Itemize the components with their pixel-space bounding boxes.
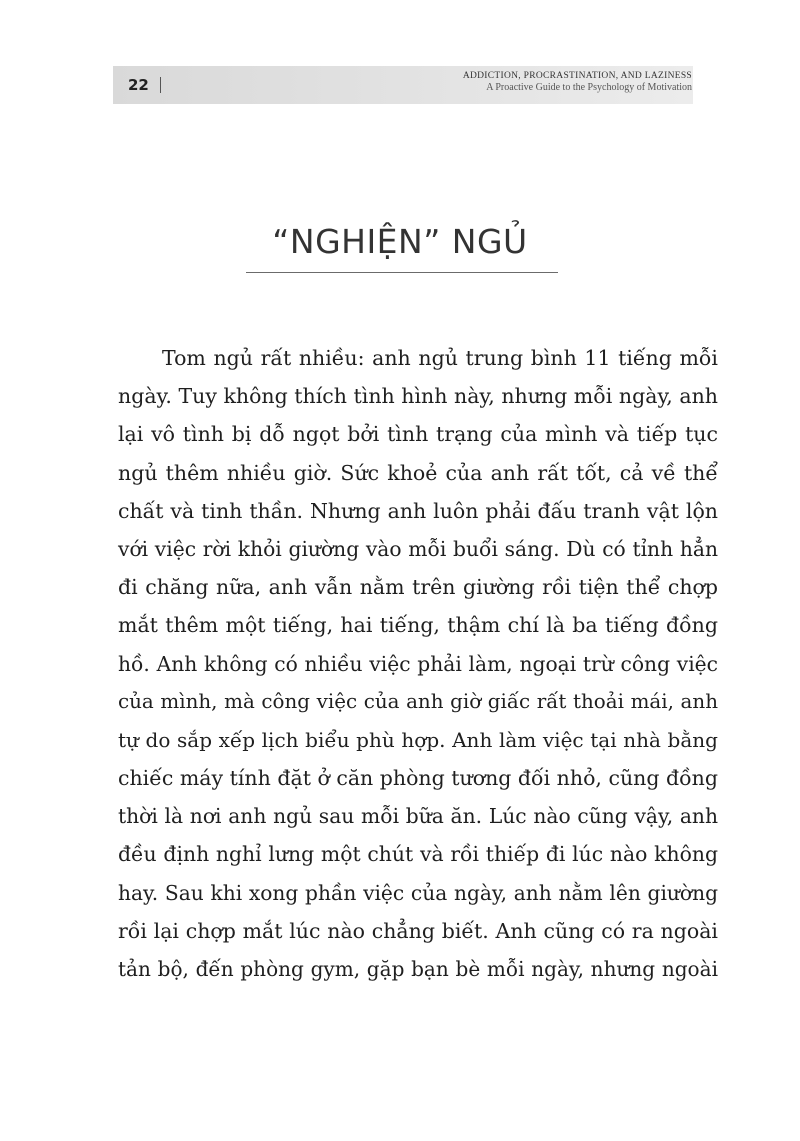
- text-line: của mình, mà công việc của anh giờ giấc rất thoải mái, anh: [118, 689, 718, 713]
- text-line: với việc rời khỏi giường vào mỗi buổi sáng. Dù có tỉnh hẳn: [118, 536, 718, 561]
- chapter-title: “NGHIỆN” NGỦ: [272, 222, 528, 261]
- text-line: hay. Sau khi xong phần việc của ngày, anh nằm lên giường: [118, 880, 718, 905]
- running-header-title: ADDICTION, PROCRASTINATION, AND LAZINESS: [462, 71, 692, 81]
- page-number: 22: [128, 76, 149, 94]
- text-line: lại vô tình bị dỗ ngọt bởi tình trạng của mình và tiếp tục: [118, 422, 718, 447]
- text-line: tản bộ, đến phòng gym, gặp bạn bè mỗi ngày, nhưng ngoài: [118, 957, 718, 981]
- header-divider: [160, 77, 161, 93]
- text-line: thời là nơi anh ngủ sau mỗi bữa ăn. Lúc nào cũng vậy, anh: [118, 804, 718, 829]
- text-line: chất và tinh thần. Nhưng anh luôn phải đấu tranh vật lộn: [118, 498, 718, 523]
- running-header-subtitle: A Proactive Guide to the Psychology of Motivation: [486, 82, 692, 93]
- text-line: đều định nghỉ lưng một chút và rồi thiếp đi lúc nào không: [118, 842, 718, 867]
- text-line: chiếc máy tính đặt ở căn phòng tương đối nhỏ, cũng đồng: [118, 766, 718, 791]
- text-line: rồi lại chợp mắt lúc nào chẳng biết. Anh cũng có ra ngoài: [118, 918, 718, 943]
- text-line: tự do sắp xếp lịch biểu phù hợp. Anh làm việc tại nhà bằng: [118, 727, 718, 752]
- text-line: ngủ thêm nhiều giờ. Sức khoẻ của anh rất tốt, cả về thể: [118, 460, 718, 485]
- text-line: hồ. Anh không có nhiều việc phải làm, ngoại trừ công việc: [118, 651, 718, 676]
- body-paragraph: [118, 339, 718, 988]
- text-line: Tom ngủ rất nhiều: anh ngủ trung bình 11 tiếng mỗi: [162, 346, 718, 370]
- text-line: đi chăng nữa, anh vẫn nằm trên giường rồi tiện thể chợp: [118, 575, 718, 600]
- text-line: mắt thêm một tiếng, hai tiếng, thậm chí là ba tiếng đồng: [118, 613, 718, 638]
- chapter-title-rule: [246, 272, 558, 273]
- text-line: ngày. Tuy không thích tình hình này, nhưng mỗi ngày, anh: [118, 384, 718, 409]
